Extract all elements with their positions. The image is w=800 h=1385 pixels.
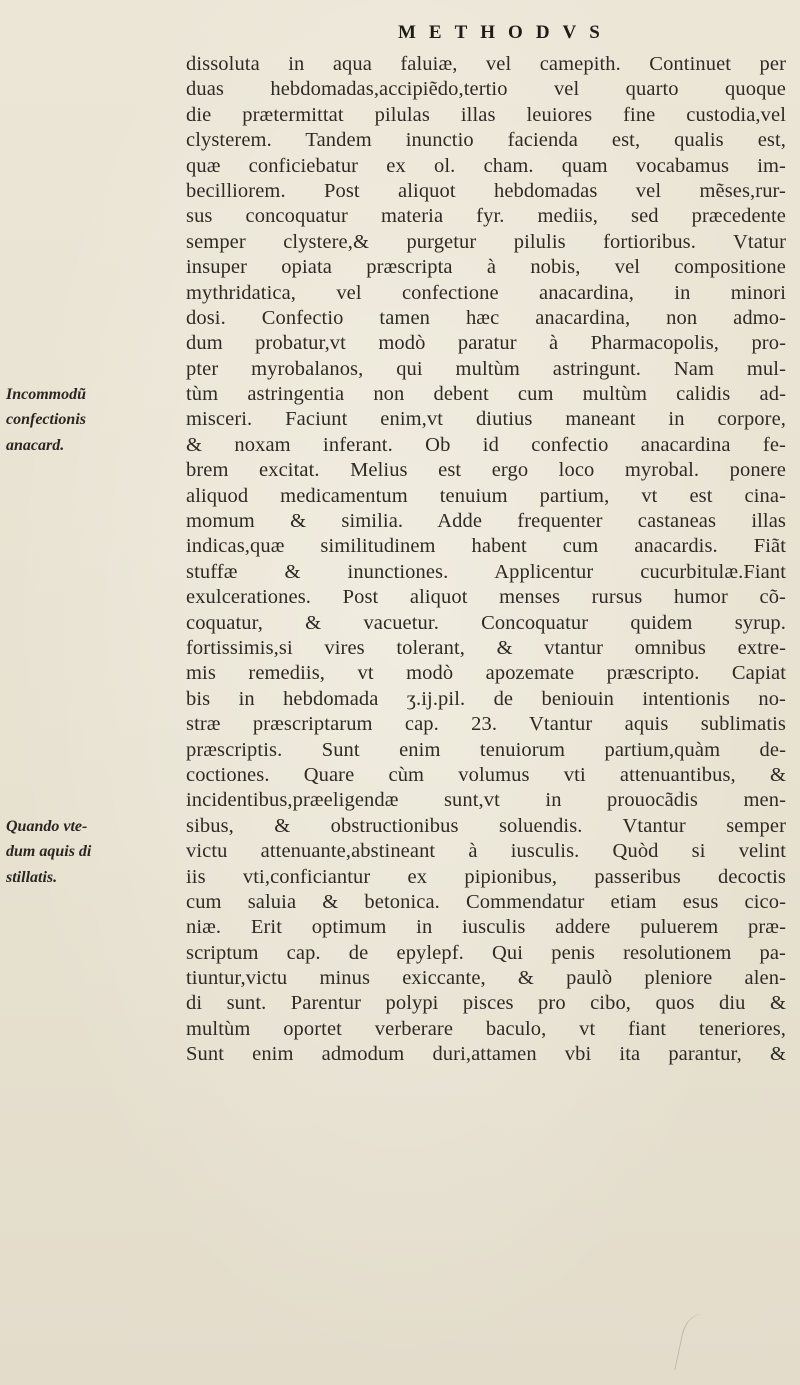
text-line: mythridatica, vel confectione anacardina, in minori xyxy=(186,281,786,304)
text-line: brem excitat. Melius est ergo loco myrobal. ponere xyxy=(186,459,786,482)
margin-note-line: stillatis. xyxy=(6,868,58,886)
body-text xyxy=(186,52,786,1068)
text-line: tiuntur,victu minus exiccante, & paulò pleniore alen- xyxy=(186,967,786,990)
text-line: dosi. Confectio tamen hæc anacardina, non admo- xyxy=(186,306,786,329)
text-line: coquatur, & vacuetur. Concoquatur quidem syrup. xyxy=(186,611,786,634)
text-line: exulcerationes. Post aliquot menses rursus humor cõ- xyxy=(186,586,786,609)
text-line: duas hebdomadas,accipiẽdo,tertio vel quarto quoque xyxy=(186,78,786,101)
margin-note-line: Incommodũ xyxy=(6,386,87,403)
text-line: indicas,quæ similitudinem habent cum anacardis. Fiãt xyxy=(186,535,786,558)
text-line: becilliorem. Post aliquot hebdomadas vel mẽses,rur- xyxy=(186,179,786,202)
margin-note-line: dum aquis di xyxy=(6,843,92,861)
text-line: die prætermittat pilulas illas leuiores fine custodia,vel xyxy=(186,103,786,126)
text-line: sus concoquatur materia fyr. mediis, sed præcedente xyxy=(186,205,786,228)
margin-note-confectio xyxy=(6,382,186,458)
margin-note-line: Quando vte- xyxy=(6,818,88,835)
text-line: clysterem. Tandem inunctio facienda est, qualis est, xyxy=(186,129,786,152)
margin-note-aquis xyxy=(6,814,186,890)
text-line: cum saluia & betonica. Commendatur etiam esus cico- xyxy=(186,890,786,913)
text-line: Sunt enim admodum duri,attamen vbi ita parantur, & xyxy=(186,1043,786,1066)
margin-note-line: confectionis xyxy=(6,411,86,429)
text-line: incidentibus,præeligendæ sunt,vt in prouocãdis men- xyxy=(186,789,786,812)
text-line: bis in hebdomada ʒ.ij.pil. de beniouin intentionis no- xyxy=(186,687,786,710)
text-line: quæ conficiebatur ex ol. cham. quam vocabamus im- xyxy=(186,154,786,177)
text-line: mis remediis, vt modò apozemate præscripto. Capiat xyxy=(186,662,786,685)
text-line: dissoluta in aqua faluiæ, vel camepith. Continuet per xyxy=(186,53,786,75)
text-line: niæ. Erit optimum in iusculis addere puluerem præ- xyxy=(186,916,786,939)
text-line: stræ præscriptarum cap. 23. Vtantur aquis sublimatis xyxy=(186,713,786,736)
text-line: fortissimis,si vires tolerant, & vtantur omnibus extre- xyxy=(186,636,786,659)
text-line: aliquod medicamentum tenuium partium, vt est cina- xyxy=(186,484,786,507)
text-line: dum probatur,vt modò paratur à Pharmacopolis, pro- xyxy=(186,332,786,355)
text-line: di sunt. Parentur polypi pisces pro cibo, quos diu & xyxy=(186,992,786,1015)
text-line: sibus, & obstructionibus soluendis. Vtantur semper xyxy=(186,814,786,837)
text-line: tùm astringentia non debent cum multùm calidis ad- xyxy=(186,383,786,406)
text-line: multùm oportet verberare baculo, vt fiant teneriores, xyxy=(186,1017,786,1040)
paper-mark xyxy=(674,1311,727,1378)
running-head: METHODVS xyxy=(398,22,613,43)
text-line: insuper opiata præscripta à nobis, vel compositione xyxy=(186,256,786,279)
text-line: scriptum cap. de epylepf. Qui penis resolutionem pa- xyxy=(186,941,786,964)
text-line: stuffæ & inunctiones. Applicentur cucurbitulæ.Fiant xyxy=(186,560,786,583)
text-line: præscriptis. Sunt enim tenuiorum partium,quàm de- xyxy=(186,738,786,761)
text-line: coctiones. Quare cùm volumus vti attenuantibus, & xyxy=(186,763,786,786)
text-line: misceri. Faciunt enim,vt diutius maneant in corpore, xyxy=(186,408,786,431)
text-line: semper clystere,& purgetur pilulis fortioribus. Vtatur xyxy=(186,230,786,253)
text-line: & noxam inferant. Ob id confectio anacardina fe- xyxy=(186,433,786,456)
text-line: momum & similia. Adde frequenter castaneas illas xyxy=(186,510,786,533)
text-line: iis vti,conficiantur ex pipionibus, passeribus decoctis xyxy=(186,865,786,888)
text-line: victu attenuante,abstineant à iusculis. Quòd si velint xyxy=(186,840,786,863)
margin-note-line: anacard. xyxy=(6,436,65,454)
text-line: pter myrobalanos, qui multùm astringunt. Nam mul- xyxy=(186,357,786,380)
